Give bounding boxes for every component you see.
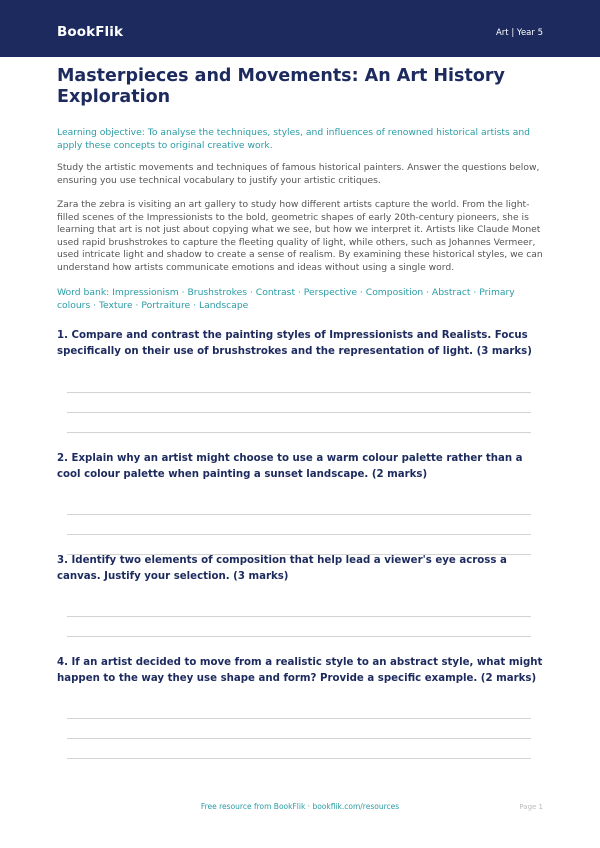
question-text: 4. If an artist decided to move from a realistic style to an abstract style, what might happen to the way they use shape and form? Provide a specific example. (2 marks) xyxy=(57,657,543,684)
brand-logo[interactable]: BookFlik xyxy=(57,24,124,40)
question-text: 3. Identify two elements of composition that help lead a viewer's eye across a canvas. Justify your selection. (3 marks) xyxy=(57,555,507,582)
question-text: 1. Compare and contrast the painting styles of Impressionists and Realists. Focus specifically on their use of brushstrokes and the representation of light. (3 marks) xyxy=(57,330,532,357)
footer-source-link[interactable]: Free resource from BookFlik · bookflik.com/resources xyxy=(200,802,400,811)
question-4 xyxy=(57,655,543,686)
answer-line[interactable] xyxy=(67,514,531,515)
page-number: Page 1 xyxy=(519,803,543,811)
answer-line[interactable] xyxy=(67,738,531,739)
subject-year-label: Art | Year 5 xyxy=(495,28,543,38)
answer-line[interactable] xyxy=(67,758,531,759)
worksheet-intro xyxy=(57,66,543,312)
word-bank: Word bank: Impressionism · Brushstrokes · Contrast · Perspective · Composition · Abstract · Primary colours · Texture · Portraiture · Landscape xyxy=(57,287,515,311)
answer-line[interactable] xyxy=(67,412,531,413)
answer-line[interactable] xyxy=(67,616,531,617)
answer-line[interactable] xyxy=(67,718,531,719)
story-text: Zara the zebra is visiting an art gallery to study how different artists capture the world. From the light-filled scenes of the Impressionists to the bold, geometric shapes of early 20th-century pioneers, she is learning that art is not just about copying what we see, but how we interpret it. Artists like Claude Monet used rapid brushstrokes to capture the fleeting quality of light, while others, such as Johannes Vermeer, used intricate light and shadow to create a sense of realism. By examining these historical styles, we can understand how artists communicate emotions and ideas without using a single word. xyxy=(57,199,543,273)
question-text: 2. Explain why an artist might choose to use a warm colour palette rather than a cool colour palette when painting a sunset landscape. (2 marks) xyxy=(57,453,523,480)
answer-line[interactable] xyxy=(67,636,531,637)
learning-objective: Learning objective: To analyse the techniques, styles, and influences of renowned historical artists and apply these concepts to original creative work. xyxy=(57,127,530,151)
answer-line[interactable] xyxy=(67,392,531,393)
instructions-text: Study the artistic movements and techniques of famous historical painters. Answer the questions below, ensuring you use technical vocabulary to justify your artistic critiques. xyxy=(57,162,540,186)
question-2 xyxy=(57,451,543,482)
header-bar xyxy=(0,0,600,57)
page-title: Masterpieces and Movements: An Art History Exploration xyxy=(57,66,505,107)
question-1 xyxy=(57,328,543,359)
question-3 xyxy=(57,553,543,584)
answer-line[interactable] xyxy=(67,534,531,535)
answer-line[interactable] xyxy=(67,432,531,433)
